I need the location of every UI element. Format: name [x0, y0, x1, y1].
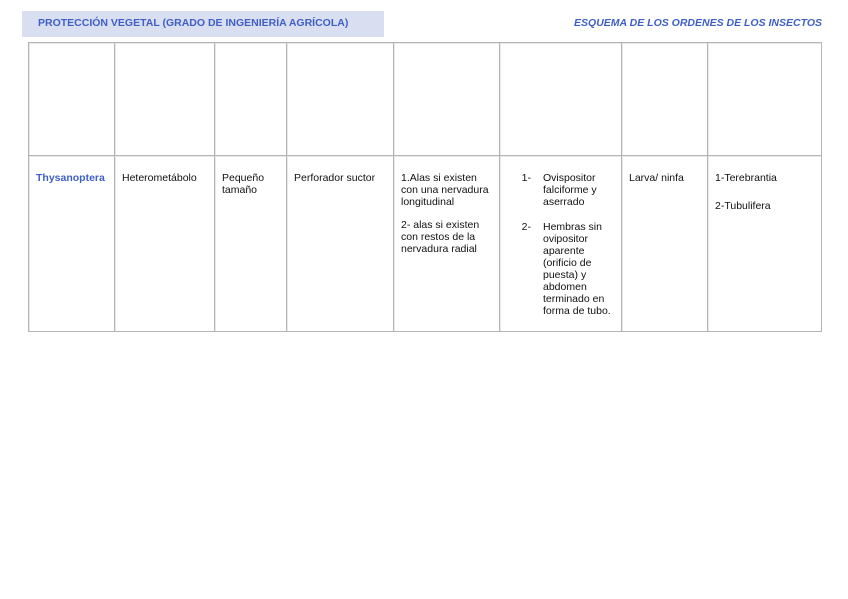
list-text: Hembras sin ovipositor aparente (orificio de puesta) y abdomen terminado en forma de tubo.	[543, 221, 611, 317]
ovipositor-cell	[500, 156, 622, 332]
document-title: ESQUEMA DE LOS ORDENES DE LOS INSECTOS	[574, 17, 822, 29]
list-item	[507, 172, 615, 208]
mouthparts-cell	[287, 156, 394, 332]
metamorphosis-value: Heterometábolo	[122, 172, 197, 184]
table-cell	[215, 43, 287, 156]
list-text: Ovispositor falciforme y aserrado	[543, 172, 597, 208]
table-header-row	[29, 43, 822, 156]
immature-value: Larva/ ninfa	[629, 172, 684, 184]
mouthparts-value: Perforador suctor	[294, 172, 376, 184]
table-cell	[708, 43, 822, 156]
wings-item: 2- alas si existen con restos de la nervadura radial	[401, 219, 480, 255]
suborders-cell	[708, 156, 822, 332]
suborder-item: 1-Terebrantia	[715, 172, 777, 184]
immature-cell	[622, 156, 708, 332]
table-row	[29, 156, 822, 332]
list-number: 1-	[521, 172, 531, 184]
table-cell	[622, 43, 708, 156]
course-title-box	[22, 11, 384, 37]
ovipositor-list	[507, 172, 615, 317]
metamorphosis-cell	[115, 156, 215, 332]
suborder-item: 2-Tubulifera	[715, 200, 771, 212]
size-cell	[215, 156, 287, 332]
table-cell	[29, 43, 115, 156]
course-title: PROTECCIÓN VEGETAL (GRADO DE INGENIERÍA AGRÍCOLA)	[38, 17, 349, 29]
list-number: 2-	[521, 221, 531, 233]
wings-cell	[394, 156, 500, 332]
list-item	[507, 221, 615, 317]
wings-item: 1.Alas si existen con una nervadura longitudinal	[401, 172, 489, 208]
table-cell	[115, 43, 215, 156]
table-cell	[394, 43, 500, 156]
table-cell	[500, 43, 622, 156]
order-cell	[29, 156, 115, 332]
table-cell	[287, 43, 394, 156]
size-value: Pequeño tamaño	[222, 172, 265, 196]
insect-orders-table	[28, 42, 822, 332]
order-name: Thysanoptera	[36, 172, 105, 184]
